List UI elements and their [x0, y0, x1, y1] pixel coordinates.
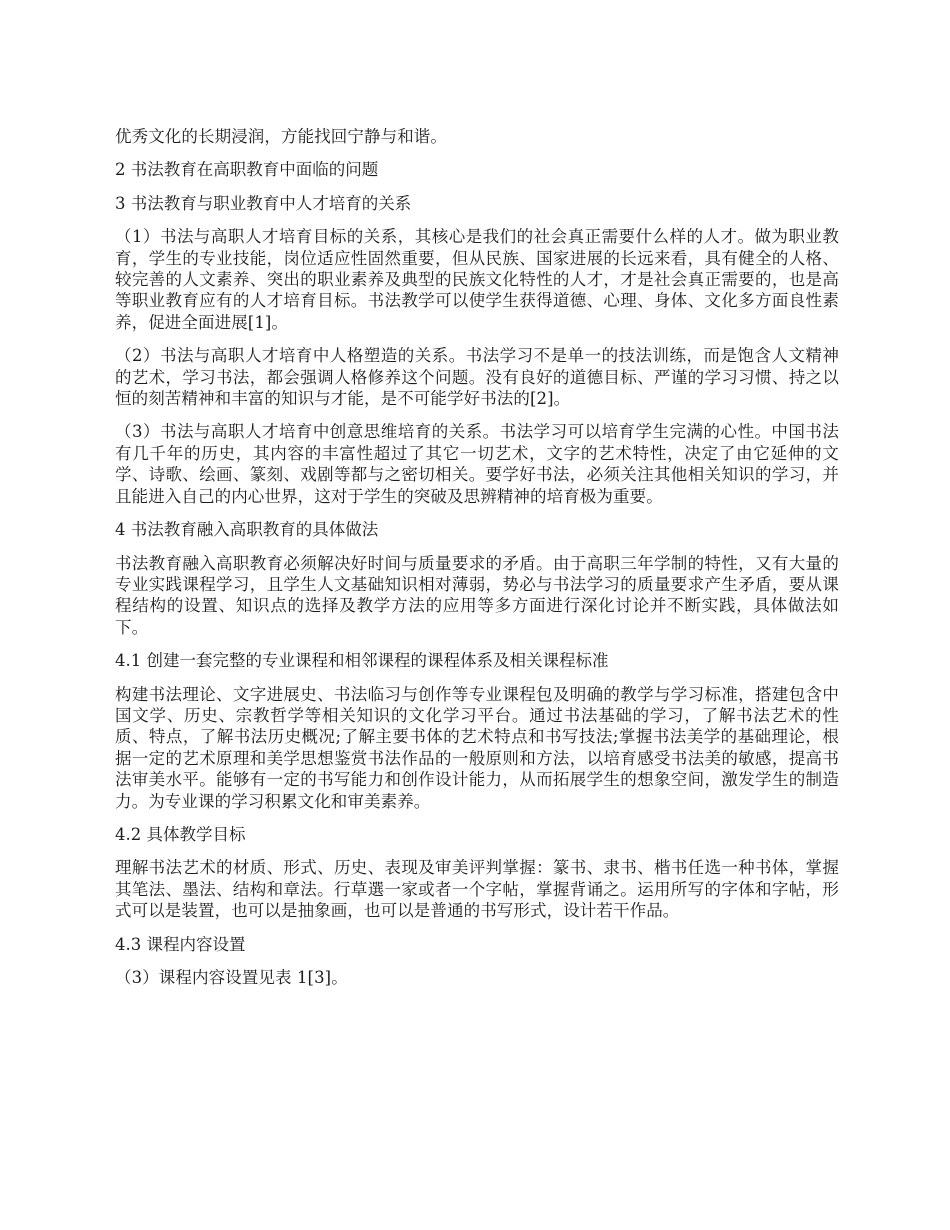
document-body [115, 126, 839, 1000]
section-2-heading: 2 书法教育在高职教育中面临的问题 [115, 160, 379, 180]
section-3-paragraph-1: （1）书法与高职人才培育目标的关系，其核心是我们的社会真正需要什么样的人才。做为职业教育，学生的专业技能，岗位适应性固然重要，但从民族、国家进展的长远来看，具有健全的人格、较完善的人文素养、突出的职业素养及典型的民族文化特性的人才，才是社会真正需要的，也是高等职业教育应有的人才培育目标。书法教学可以使学生获得道德、心理、身体、文化多方面良性素养，促进全面进展[1]。 [115, 227, 839, 332]
section-4-1-heading: 4.1 创建一套完整的专业课程和相邻课程的课程体系及相关课程标准 [115, 651, 609, 671]
section-3-heading: 3 书法教育与职业教育中人才培育的关系 [115, 193, 412, 213]
section-3-paragraph-2: （2）书法与高职人才培育中人格塑造的关系。书法学习不是单一的技法训练，而是饱含人文精神的艺术，学习书法，都会强调人格修养这个问题。没有良好的道德目标、严谨的学习习惯、持之以恒的刻苦精神和丰富的知识与才能，是不可能学好书法的[2]。 [115, 346, 839, 409]
section-4-3-heading: 4.3 课程内容设置 [115, 934, 246, 954]
section-4-paragraph: 书法教育融入高职教育必须解决好时间与质量要求的矛盾。由于高职三年学制的特性，又有大量的专业实践课程学习，且学生人文基础知识相对薄弱，势必与书法学习的质量要求产生矛盾，要从课程结构的设置、知识点的选择及教学方法的应用等多方面进行深化讨论并不断实践，具体做法如下。 [115, 553, 839, 637]
section-4-3-paragraph: （3）课程内容设置见表 1[3]。 [115, 968, 348, 987]
section-4-heading: 4 书法教育融入高职教育的具体做法 [115, 520, 379, 540]
section-4-2-paragraph: 理解书法艺术的材质、形式、历史、表现及审美评判掌握：篆书、隶书、楷书任选一种书体，掌握其笔法、墨法、结构和章法。行草選一家或者一个字帖，掌握背诵之。运用所写的字体和字帖，形式可以是装置，也可以是抽象画，也可以是普通的书写形式，设计若干作品。 [115, 858, 839, 921]
section-4-2-heading: 4.2 具体教学目标 [115, 824, 246, 844]
intro-paragraph: 优秀文化的长期浸润，方能找回宁静与和谐。 [115, 127, 447, 146]
section-3-paragraph-3: （3）书法与高职人才培育中创意思维培育的关系。书法学习可以培育学生完满的心性。中国书法有几千年的历史，其内容的丰富性超过了其它一切艺术，文字的艺术特性，决定了由它延伸的文学、诗歌、绘画、篆刻、戏剧等都与之密切相关。要学好书法，必须关注其他相关知识的学习，并且能进入自己的内心世界，这对于学生的突破及思辨精神的培育极为重要。 [115, 422, 839, 506]
section-4-1-paragraph: 构建书法理论、文字进展史、书法临习与创作等专业课程包及明确的教学与学习标准，搭建包含中国文学、历史、宗教哲学等相关知识的文化学习平台。通过书法基础的学习，了解书法艺术的性质、特点，了解书法历史概况;了解主要书体的艺术特点和书写技法;掌握书法美学的基础理论，根据一定的艺术原理和美学思想鉴赏书法作品的一般原则和方法，以培育感受书法美的敏感，提高书法审美水平。能够有一定的书写能力和创作设计能力，从而拓展学生的想象空间，激发学生的制造力。为专业课的学习积累文化和审美素养。 [115, 684, 839, 811]
